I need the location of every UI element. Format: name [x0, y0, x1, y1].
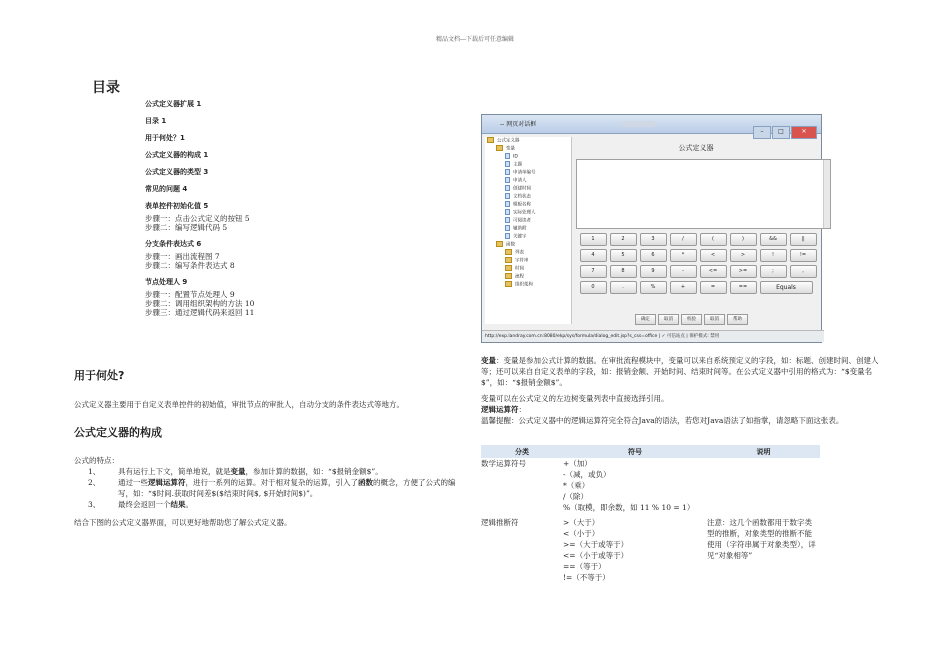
- table-header-description: 说明: [707, 445, 820, 458]
- field-icon: [505, 201, 510, 207]
- tree-node[interactable]: [485, 145, 571, 153]
- variable-description: [481, 355, 881, 388]
- symbol-line: +（加）: [563, 459, 592, 468]
- feature-segment: 的概念，方便了公式的编写，如：“$时间.获取时间差$($结束时间$, $开始时间$)”。: [118, 478, 456, 498]
- feature-number: 2、: [88, 478, 101, 487]
- features-intro: 公式的特点：: [74, 456, 119, 465]
- section-where-used-body: 公式定义器主要用于自定义表单控件的初始值，审批节点的审批人，自动分支的条件表达式等地方。: [74, 400, 404, 409]
- table-cell-symbols: [563, 515, 707, 583]
- feature-text: [118, 477, 468, 499]
- status-bar: http://exp.landray.com.cn:8080/ekp/sys/formula/dialog_edit.jsp?s_css=office | ✓ 可信站点 | 保护模式: 禁用: [482, 330, 824, 342]
- symbol-line: %（取模，即余数，如 11 % 10 = 1）: [563, 503, 695, 512]
- formula-editor-screenshot: [481, 114, 822, 343]
- variable-hint: 变量可以在公式定义的左边树变量列表中直接选择引用。: [481, 394, 669, 403]
- folder-icon: [496, 145, 503, 151]
- keypad-button[interactable]: 2: [610, 233, 637, 246]
- page-header-text: 精品文档---下载后可任意编辑: [435, 36, 515, 43]
- keypad-button[interactable]: <: [700, 249, 727, 262]
- tree-node[interactable]: [485, 169, 571, 177]
- variable-term: 变量: [481, 356, 496, 365]
- operator-heading: [481, 404, 881, 415]
- toc-item[interactable]: 步骤二：调用组织架构的方法 10: [145, 299, 255, 308]
- variable-text: ：变量是参加公式计算的数据。在审批流程模块中，变量可以来自系统预定义的字段，如：标题、创建时间、创建人等；还可以来自自定义表单的字段，如：报销金额、开始时间、结束时间等。在公式定义器中引用的格式为：“$变量名$”，如：“$报销金额$”。: [481, 356, 879, 387]
- tree-node[interactable]: [485, 265, 571, 273]
- toc-item[interactable]: 步骤一：画出流程图 7: [145, 252, 220, 261]
- field-icon: [505, 225, 510, 231]
- tree-node[interactable]: [485, 185, 571, 193]
- toc-item[interactable]: 步骤三：通过逻辑代码来返回 11: [145, 308, 255, 317]
- feature-text: [118, 499, 193, 510]
- tree-node[interactable]: [485, 201, 571, 209]
- dialog-action-button[interactable]: 取消: [704, 314, 725, 325]
- toc-item[interactable]: 常见的问题 4: [145, 185, 188, 193]
- feature-keyword: 函数: [358, 478, 373, 487]
- tree-node[interactable]: [485, 193, 571, 201]
- folder-icon: [505, 257, 512, 263]
- table-cell-description: [707, 458, 820, 515]
- field-icon: [505, 161, 510, 167]
- tree-node[interactable]: [485, 153, 571, 161]
- table-row: [481, 515, 820, 583]
- tree-node[interactable]: [485, 209, 571, 217]
- symbol-line: *（乘）: [563, 481, 590, 490]
- toc-item[interactable]: 目录 1: [145, 117, 167, 125]
- symbol-line: !=（不等于）: [563, 573, 610, 582]
- blurred-title: [622, 121, 656, 127]
- keypad-button[interactable]: 9: [640, 265, 667, 278]
- tree-node[interactable]: [485, 233, 571, 241]
- keypad-button[interactable]: -: [670, 265, 697, 278]
- symbol-line: >（大于）: [563, 518, 600, 527]
- formula-textarea[interactable]: [576, 159, 831, 229]
- toc-item[interactable]: 步骤一：点击公式定义的按钮 5: [145, 214, 250, 223]
- field-icon: [505, 169, 510, 175]
- feature-number: 1、: [88, 467, 101, 476]
- tree-node-label: 关键字: [513, 234, 527, 240]
- keypad-button[interactable]: &&: [760, 233, 787, 246]
- window-controls: [752, 118, 817, 135]
- tree-node[interactable]: [485, 137, 571, 145]
- folder-icon: [505, 265, 512, 271]
- feature-item: [74, 477, 468, 499]
- editor-panel: [574, 137, 818, 324]
- keypad-button[interactable]: >: [730, 249, 757, 262]
- toc-item[interactable]: 公式定义器的构成 1: [145, 151, 209, 159]
- tree-node-label: ID: [513, 154, 518, 160]
- keypad-row: [578, 249, 828, 265]
- feature-segment: 最终会返回一个: [118, 500, 171, 509]
- feature-keyword: 逻辑运算符: [148, 478, 186, 487]
- java-reminder: 温馨提醒：公式定义器中的逻辑运算符完全符合Java的语法，若您对Java语法了如指掌，请忽略下面这张表。: [481, 416, 844, 425]
- tree-node-label: 实际处理人: [513, 210, 536, 216]
- maximize-icon[interactable]: □: [772, 126, 790, 139]
- tree-node-label: 字符串: [515, 258, 529, 264]
- textarea-scrollbar[interactable]: [823, 160, 830, 228]
- tree-node-label: 申请单编号: [513, 170, 536, 176]
- features-outro: 结合下图的公式定义器界面，可以更好地帮助您了解公式定义器。: [74, 518, 292, 527]
- feature-text: [118, 466, 383, 477]
- keypad-button[interactable]: <=: [700, 265, 727, 278]
- symbol-line: /（除）: [563, 492, 589, 501]
- tree-node-label: 函数: [506, 242, 515, 248]
- tree-node-label: 列表: [515, 250, 524, 256]
- keypad-button[interactable]: *: [670, 249, 697, 262]
- tree-node-label: 流程: [515, 274, 524, 280]
- tree-node-label: 申请人: [513, 178, 527, 184]
- table-header-symbol: 符号: [563, 445, 707, 458]
- table-cell-symbols: [563, 458, 707, 515]
- keypad-button[interactable]: 4: [580, 249, 607, 262]
- tree-node[interactable]: [485, 177, 571, 185]
- tree-node-label: 可阅读者: [513, 218, 531, 224]
- tree-node[interactable]: [485, 241, 571, 249]
- table-of-contents: [145, 100, 445, 317]
- minimize-icon[interactable]: –: [753, 126, 771, 139]
- symbol-line: <（小于）: [563, 529, 600, 538]
- feature-item: [74, 466, 468, 477]
- tree-node-label: 组织架构: [515, 282, 533, 288]
- folder-icon: [505, 273, 512, 279]
- feature-segment: 具有运行上下文，简单地说，就是: [118, 467, 231, 476]
- field-icon: [505, 153, 510, 159]
- tree-node[interactable]: [485, 257, 571, 265]
- tree-node[interactable]: [485, 161, 571, 169]
- folder-icon: [505, 249, 512, 255]
- keypad-button[interactable]: .: [610, 281, 637, 294]
- table-row: [481, 458, 820, 515]
- tree-node[interactable]: [485, 249, 571, 257]
- keypad-button[interactable]: (: [700, 233, 727, 246]
- tree-node-label: 主题: [513, 162, 522, 168]
- keypad-button[interactable]: !=: [790, 249, 817, 262]
- dialog-action-button[interactable]: 帮助: [727, 314, 748, 325]
- window-titlebar: [482, 115, 821, 134]
- keypad-button[interactable]: ,: [790, 265, 817, 278]
- keypad-row: [578, 265, 828, 281]
- tree-node-label: 创建时间: [513, 186, 531, 192]
- keypad-button[interactable]: ;: [760, 265, 787, 278]
- keypad-button[interactable]: ): [730, 233, 757, 246]
- symbol-line: <=（小于或等于）: [563, 551, 629, 560]
- operator-table: [481, 445, 820, 583]
- feature-segment: ，参加计算的数据，如：“$报销金额$”。: [245, 467, 383, 476]
- tree-node[interactable]: [485, 281, 571, 289]
- keypad-button[interactable]: 1: [580, 233, 607, 246]
- toc-item[interactable]: 公式定义器扩展 1: [145, 100, 202, 108]
- field-icon: [505, 233, 510, 239]
- features-list: [74, 466, 468, 510]
- symbol-line: ==（等于）: [563, 562, 606, 571]
- toc-title: 目录: [92, 80, 120, 96]
- keypad-button[interactable]: 6: [640, 249, 667, 262]
- keypad-button[interactable]: ||: [790, 233, 817, 246]
- field-icon: [505, 185, 510, 191]
- toc-item[interactable]: 公式定义器的类型 3: [145, 168, 209, 176]
- tree-node-label: 辅助附: [513, 226, 527, 232]
- feature-item: [74, 499, 468, 510]
- table-cell-description: 注意：这几个函数都用于数字类型的推断，对象类型的推断不能使用（字符串属于对象类型），详见“对象相等”: [707, 518, 816, 560]
- keypad-button[interactable]: 0: [580, 281, 607, 294]
- operator-keypad: [578, 233, 828, 297]
- keypad-button[interactable]: ==: [730, 281, 757, 294]
- toc-item[interactable]: 节点处理人 9: [145, 278, 188, 286]
- toc-item[interactable]: 表单控件初始化值 5: [145, 202, 209, 210]
- close-icon[interactable]: ✕: [791, 126, 817, 139]
- action-buttons: [634, 305, 749, 325]
- keypad-button[interactable]: +: [670, 281, 697, 294]
- feature-number: 3、: [88, 500, 101, 509]
- tree-node-label: 模板名称: [513, 202, 531, 208]
- keypad-button[interactable]: !: [760, 249, 787, 262]
- operator-colon: ：: [518, 405, 526, 414]
- tree-node-label: 变量: [506, 146, 515, 152]
- feature-segment: 通过一些: [118, 478, 148, 487]
- field-icon: [505, 209, 510, 215]
- toc-item[interactable]: 步骤二：编写逻辑代码 5: [145, 223, 228, 232]
- keypad-button[interactable]: 8: [610, 265, 637, 278]
- section-where-used-title: 用于何处?: [74, 369, 125, 382]
- tree-node-label: 公式定义器: [497, 138, 520, 144]
- field-icon: [505, 177, 510, 183]
- feature-keyword: 结果: [170, 500, 186, 509]
- field-icon: [505, 217, 510, 223]
- table-cell-category: 逻辑推断符: [481, 518, 519, 527]
- keypad-button[interactable]: /: [670, 233, 697, 246]
- dialog-action-button[interactable]: 校验: [681, 314, 702, 325]
- table-cell-category: 数学运算符号: [481, 459, 526, 468]
- symbol-line: -（减，或负）: [563, 470, 611, 479]
- editor-panel-title: 公式定义器: [678, 144, 714, 152]
- window-title: -- 网页对话框: [500, 121, 537, 128]
- toc-item[interactable]: 分支条件表达式 6: [145, 240, 202, 248]
- feature-keyword: 变量: [230, 467, 246, 476]
- tree-node[interactable]: [485, 217, 571, 225]
- keypad-button[interactable]: >=: [730, 265, 757, 278]
- feature-segment: ，进行一系列的运算。对于相对复杂的运算，引入了: [185, 478, 358, 487]
- tree-node[interactable]: [485, 225, 571, 233]
- folder-icon: [487, 137, 494, 143]
- keypad-button[interactable]: %: [640, 281, 667, 294]
- table-header-category: 分类: [481, 445, 563, 458]
- keypad-row: [578, 281, 828, 297]
- tree-node-label: 时间: [515, 266, 524, 272]
- feature-segment: 。: [185, 500, 193, 509]
- dialog-action-button[interactable]: 确定: [635, 314, 656, 325]
- toc-item[interactable]: 用于何处？1: [145, 134, 185, 142]
- toc-item[interactable]: 步骤一：配置节点处理人 9: [145, 290, 235, 299]
- keypad-button[interactable]: =: [700, 281, 727, 294]
- keypad-button[interactable]: Equals: [760, 281, 813, 294]
- folder-icon: [496, 241, 503, 247]
- keypad-button[interactable]: 5: [610, 249, 637, 262]
- variable-tree[interactable]: [485, 137, 572, 324]
- keypad-button[interactable]: 3: [640, 233, 667, 246]
- keypad-row: [578, 233, 828, 249]
- keypad-button[interactable]: 7: [580, 265, 607, 278]
- field-icon: [505, 193, 510, 199]
- folder-icon: [505, 281, 512, 287]
- toc-item[interactable]: 步骤二：编写条件表达式 8: [145, 261, 235, 270]
- operator-term: 逻辑运算符: [481, 405, 519, 414]
- tree-node[interactable]: [485, 273, 571, 281]
- section-structure-title: 公式定义器的构成: [74, 426, 162, 439]
- tree-node-label: 文档状态: [513, 194, 531, 200]
- symbol-line: >=（大于或等于）: [563, 540, 629, 549]
- dialog-action-button[interactable]: 取消: [658, 314, 679, 325]
